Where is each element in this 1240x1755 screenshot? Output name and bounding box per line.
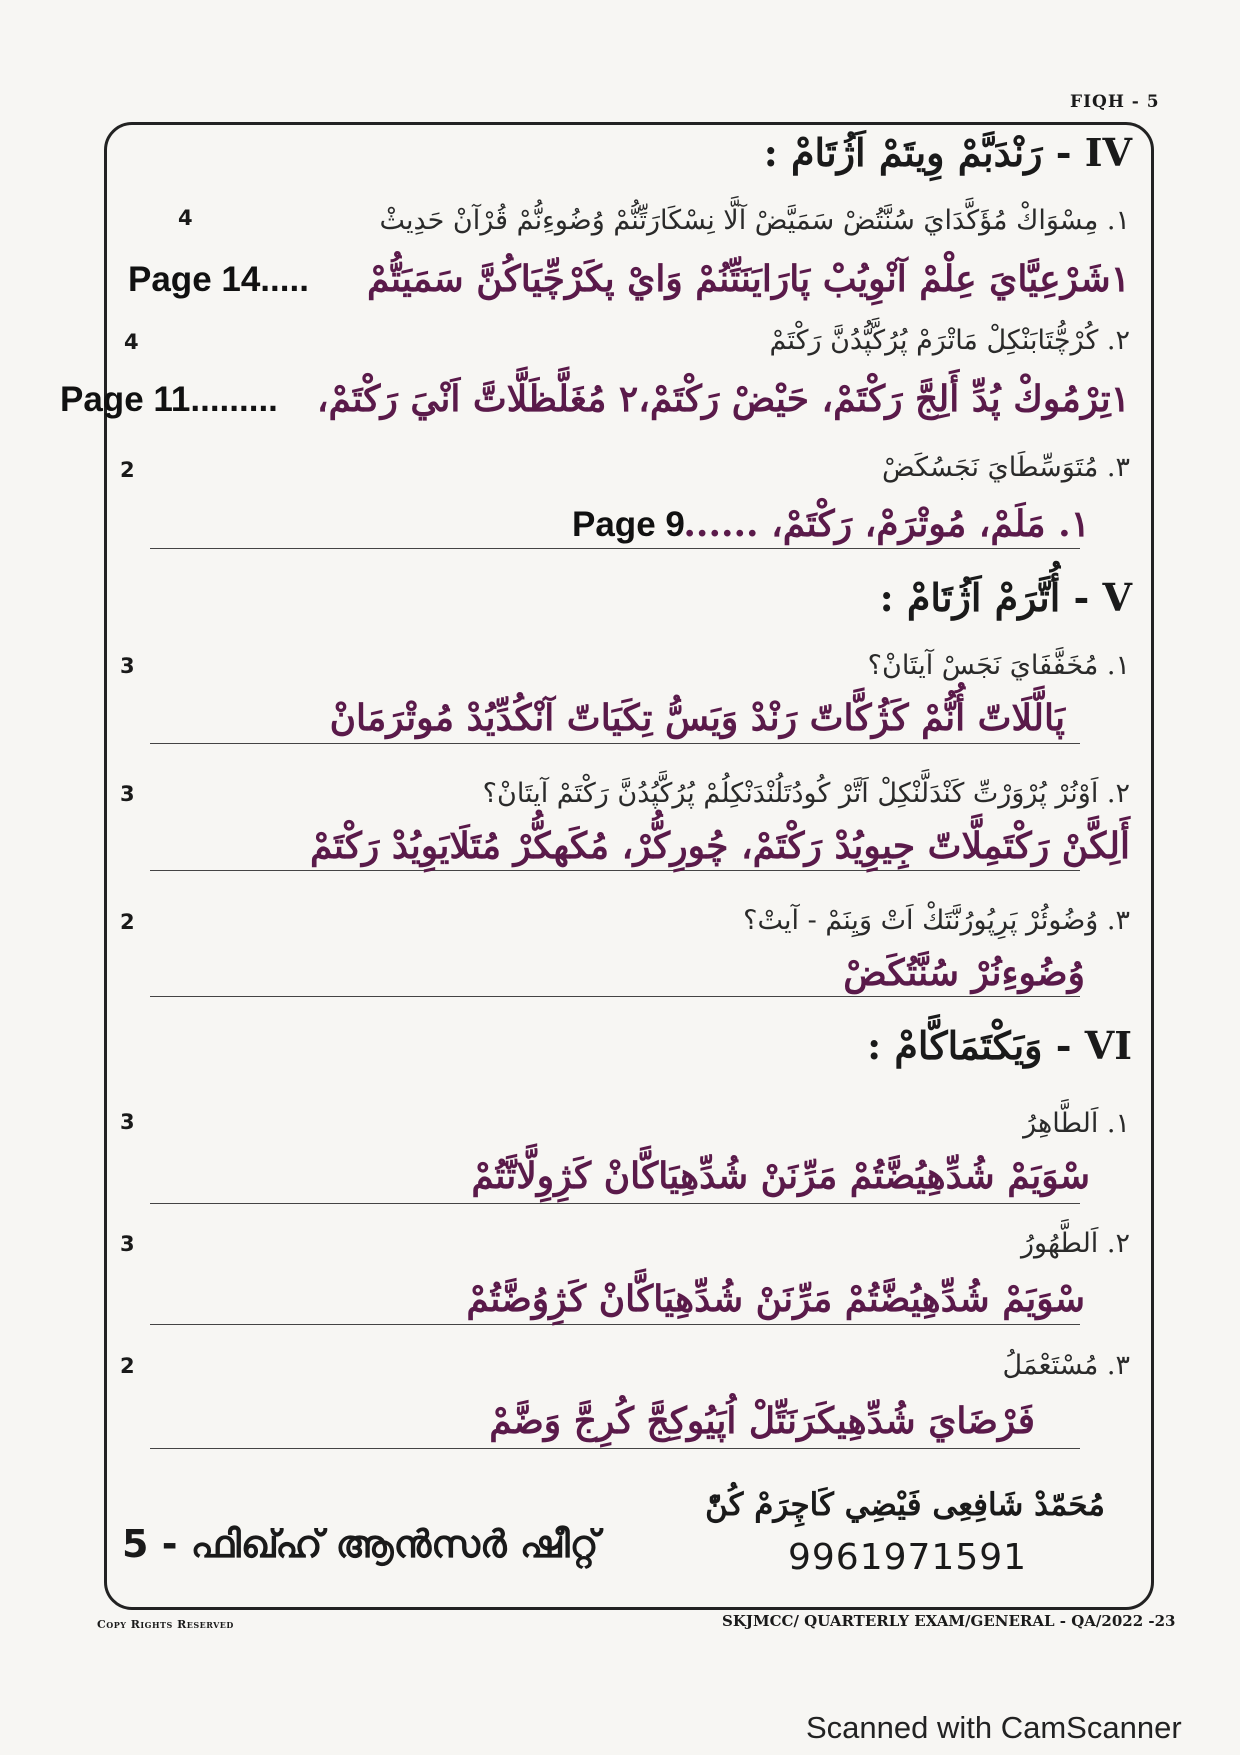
mark-4-2: 4 — [124, 330, 139, 354]
question-6-2: ٢. اَلطَّهُورُ — [1021, 1228, 1130, 1259]
answer-line — [150, 548, 1080, 549]
question-5-1: ١. مُخَفَّفَايَ نَجَسْ آيتَانْ؟ — [867, 650, 1130, 681]
answer-line — [150, 996, 1080, 997]
mark-6-1: 3 — [120, 1110, 135, 1134]
answer-5-2: أَلِكَّنْ رَكْتَمِلَّاتّ جِيوِيُدْ رَكْتَمْ، چُورِكُّرْ، مُكَهكُّرْ مُتَلَايَوِيُدْ رَكْتَمْ — [309, 825, 1130, 867]
answer-line — [150, 1324, 1080, 1325]
exam-code: SKJMCC/ QUARTERLY EXAM/GENERAL - QA/2022 -23 — [722, 1612, 1176, 1630]
phone-number: 9961971591 — [788, 1537, 1028, 1578]
copyright-note: Copy Rights Reserved — [97, 1618, 234, 1631]
answer-6-2: سْوَيَمْ شُدِّهِيُضَّتُمْ مَرِّنَنْ شُدِّهِيَاكَّانْ كَژِوُضَّتُمْ — [466, 1278, 1085, 1320]
question-4-3: ٣. مُتَوَسِّطَايَ نَجَسُكَضْ — [882, 452, 1130, 483]
answer-line — [150, 743, 1080, 744]
sheet-number: 5 — [122, 1522, 149, 1566]
section-5-title: V - أُتَّرَمْ اَژُتَامْ : — [879, 575, 1132, 620]
question-5-3: ٣. وُضُوئُرْ پَرِپُورُنَّتَكْ اَتْ وَيِنَمْ - آيتْ؟ — [743, 905, 1130, 936]
question-4-2: ٢. كُرْچُّتَابَنْكِلْ مَاتْرَمْ پُرُكَّپُّدُنَّ رَكْتَمْ — [769, 325, 1130, 356]
question-5-2: ٢. اَوْنُرْ پُرْوَرْتِّ كَنْدَلَّنْكِلْ اَتَّرْ كُودُتَلُنْدَنْكِلُمْ پُرُكَّپُدُنَّ رَكْتَمْ آيتَانْ؟ — [482, 778, 1130, 809]
mark-6-3: 2 — [120, 1354, 135, 1378]
question-6-1: ١. اَلطَّاهِرُ — [1023, 1108, 1130, 1139]
answer-4-3: ١. مَلَمْ، مُوتْرَمْ، رَكْتَمْ، ...... — [683, 503, 1090, 545]
mark-4-1: 4 — [178, 206, 193, 230]
answer-line — [150, 1448, 1080, 1449]
answer-6-1: سْوَيَمْ شُدِّهِيُضَّتُمْ مَرِّنَنْ شُدِّهِيَاكَّانْ كَژِوِلَّاتَّتُمْ — [471, 1155, 1090, 1197]
answer-5-3: وُضُوءِنُرْ سُنَّتُكَضْ — [843, 952, 1085, 994]
answer-5-1: پَالَّلَاتّ أُنُّمْ كَژُكَّاتّ رَنْدْ وَيَسُّ تِكَيَاتّ آنْكُدِّيُدْ مُوتْرَمَانْ — [329, 697, 1065, 739]
page-code: FIQH - 5 — [1070, 92, 1160, 112]
section-6-title: VI - وَيَكْتَمَاكَّامْ : — [867, 1023, 1132, 1068]
answer-line — [150, 1203, 1080, 1204]
question-6-3: ٣. مُسْتَعْمَلُ — [1002, 1350, 1130, 1381]
author-name: مُحَمّدْ شَافِعِى فَيْضِي كَاچِرَمْ كُنّْ — [705, 1487, 1105, 1523]
sheet-title — [122, 1522, 599, 1567]
mark-5-1: 3 — [120, 654, 135, 678]
mark-6-2: 3 — [120, 1232, 135, 1256]
answer-line — [150, 870, 1080, 871]
page-ref-4-1: Page 14..... — [128, 260, 309, 299]
mark-5-3: 2 — [120, 910, 135, 934]
answer-4-1: ١شَرْعِيَّايَ عِلْمْ آنْوِيُبْ پَارَايَنَتِّنُمْ وَايْ پكَرْچِّيَاكُنَّ سَمَيَتُّمْ — [367, 258, 1130, 300]
page-ref-4-3: Page 9 — [572, 505, 685, 544]
question-4-1: ١. مِسْوَاكْ مُؤَكَّدَايَ سُنَّتُضْ سَمَيَّضْ آلَّا نِسْكَارَتِّنُّمْ وُضُوءِنُّمْ قُرْآنْ حَدِيثْ — [379, 205, 1130, 236]
section-4-title: IV - رَنْدَبَّمْ وِيتَمْ اَژُتَامْ : — [763, 130, 1132, 175]
mark-4-3: 2 — [120, 458, 135, 482]
sheet-title-text: - ഫിഖ്ഹ് ആൻസർ ഷീറ്റ് — [161, 1522, 599, 1566]
mark-5-2: 3 — [120, 782, 135, 806]
scanner-watermark: Scanned with CamScanner — [806, 1710, 1182, 1745]
page-ref-4-2: Page 11......... — [60, 380, 278, 419]
answer-4-2: ١تِرْمُوكْ پُدِّ أَلِجَّ رَكْتَمْ، حَيْضْ رَكْتَمْ،٢ مُغَلَّظَلَّاتَّ اَنْيَ رَكْتَمْ، — [316, 378, 1130, 420]
answer-6-3: فَرْضَايَ شُدِّهِيكَرَنَتِّلْ اُپَيُوكِجَّ كُرِجَّ وَضَّمْ — [489, 1400, 1035, 1442]
